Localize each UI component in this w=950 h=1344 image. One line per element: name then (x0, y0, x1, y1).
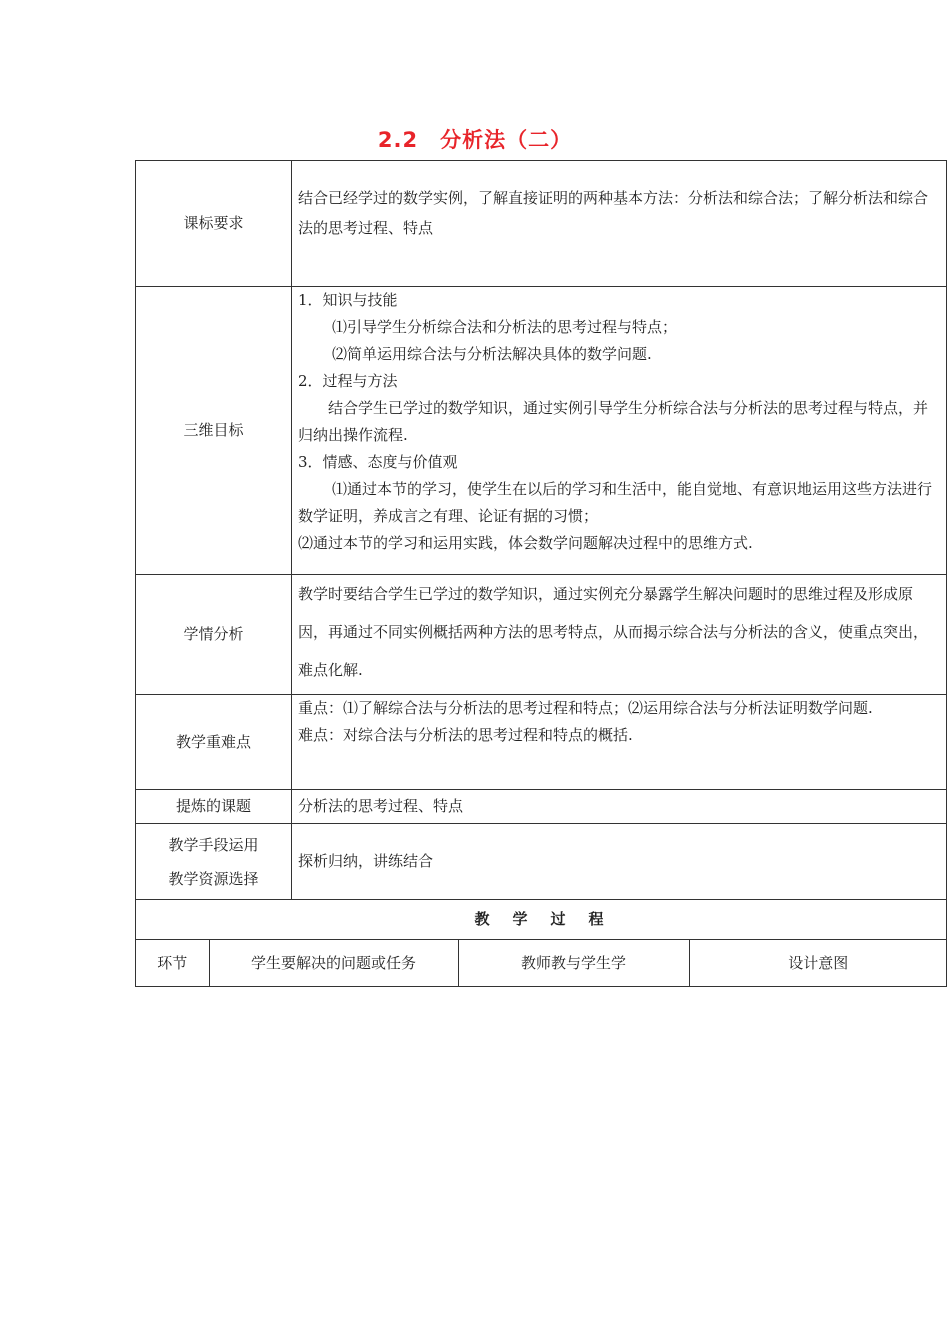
row-process-heading (136, 900, 947, 940)
objective-item: ⑵通过本节的学习和运用实践，体会数学问题解决过程中的思维方式. (298, 534, 753, 552)
row-objectives (136, 287, 947, 575)
row-process-columns (136, 940, 947, 987)
row-topic (136, 790, 947, 824)
objective-text: 结合学生已学过的数学知识，通过实例引导学生分析综合法与分析法的思考过程与特点，并归纳出操作流程. (298, 399, 929, 444)
key-point-text: 重点：⑴了解综合法与分析法的思考过程和特点；⑵运用综合法与分析法证明数学问题. (298, 699, 873, 717)
column-header: 设计意图 (788, 953, 849, 972)
label-analysis: 学情分析 (136, 575, 292, 695)
process-columns-table (136, 940, 947, 986)
label-means-line1: 教学手段运用 (168, 835, 259, 854)
objective-heading-1: 1．知识与技能 (298, 291, 398, 309)
label-standards: 课标要求 (136, 161, 292, 287)
document-title: 2.2 分析法（二） (377, 128, 573, 152)
label-means-line2: 教学资源选择 (168, 869, 259, 888)
row-means (136, 824, 947, 900)
objective-item: ⑴通过本节的学习，使学生在以后的学习和生活中，能自觉地、有意识地运用这些方法进行数学证明，养成言之有理、论证有据的习惯； (298, 480, 933, 525)
row-keypoints (136, 695, 947, 790)
label-topic: 提炼的课题 (136, 790, 292, 824)
difficult-point-text: 难点：对综合法与分析法的思考过程和特点的概括. (298, 726, 633, 744)
content-keypoints (292, 695, 947, 790)
objective-item: ⑴引导学生分析综合法和分析法的思考过程与特点； (332, 318, 678, 336)
label-means (136, 824, 292, 900)
objective-item: ⑵简单运用综合法与分析法解决具体的数学问题. (332, 345, 652, 363)
process-columns-cell (136, 940, 947, 987)
objective-heading-2: 2．过程与方法 (298, 372, 398, 390)
column-header: 教师教与学生学 (458, 940, 689, 986)
lesson-plan-table (135, 160, 947, 987)
column-header: 学生要解决的问题或任务 (209, 940, 458, 986)
analysis-text: 教学时要结合学生已学过的数学知识，通过实例充分暴露学生解决问题时的思维过程及形成原因，再通过不同实例概括两种方法的思考特点，从而揭示综合法与分析法的含义，使重点突出，难点化解. (298, 585, 929, 679)
content-objectives (292, 287, 947, 575)
objective-heading-3: 3．情感、态度与价值观 (298, 453, 458, 471)
content-means (292, 824, 947, 900)
topic-text: 分析法的思考过程、特点 (298, 797, 464, 815)
row-standards (136, 161, 947, 287)
label-objectives: 三维目标 (136, 287, 292, 575)
column-header: 环节 (136, 940, 209, 986)
content-topic (292, 790, 947, 824)
row-analysis (136, 575, 947, 695)
means-text: 探析归纳，讲练结合 (298, 852, 434, 870)
label-keypoints: 教学重难点 (136, 695, 292, 790)
standards-text: 结合已经学过的数学实例，了解直接证明的两种基本方法：分析法和综合法；了解分析法和综合法的思考过程、特点 (298, 189, 929, 237)
process-heading: 教 学 过 程 (136, 900, 947, 940)
content-analysis (292, 575, 947, 695)
content-standards (292, 161, 947, 287)
